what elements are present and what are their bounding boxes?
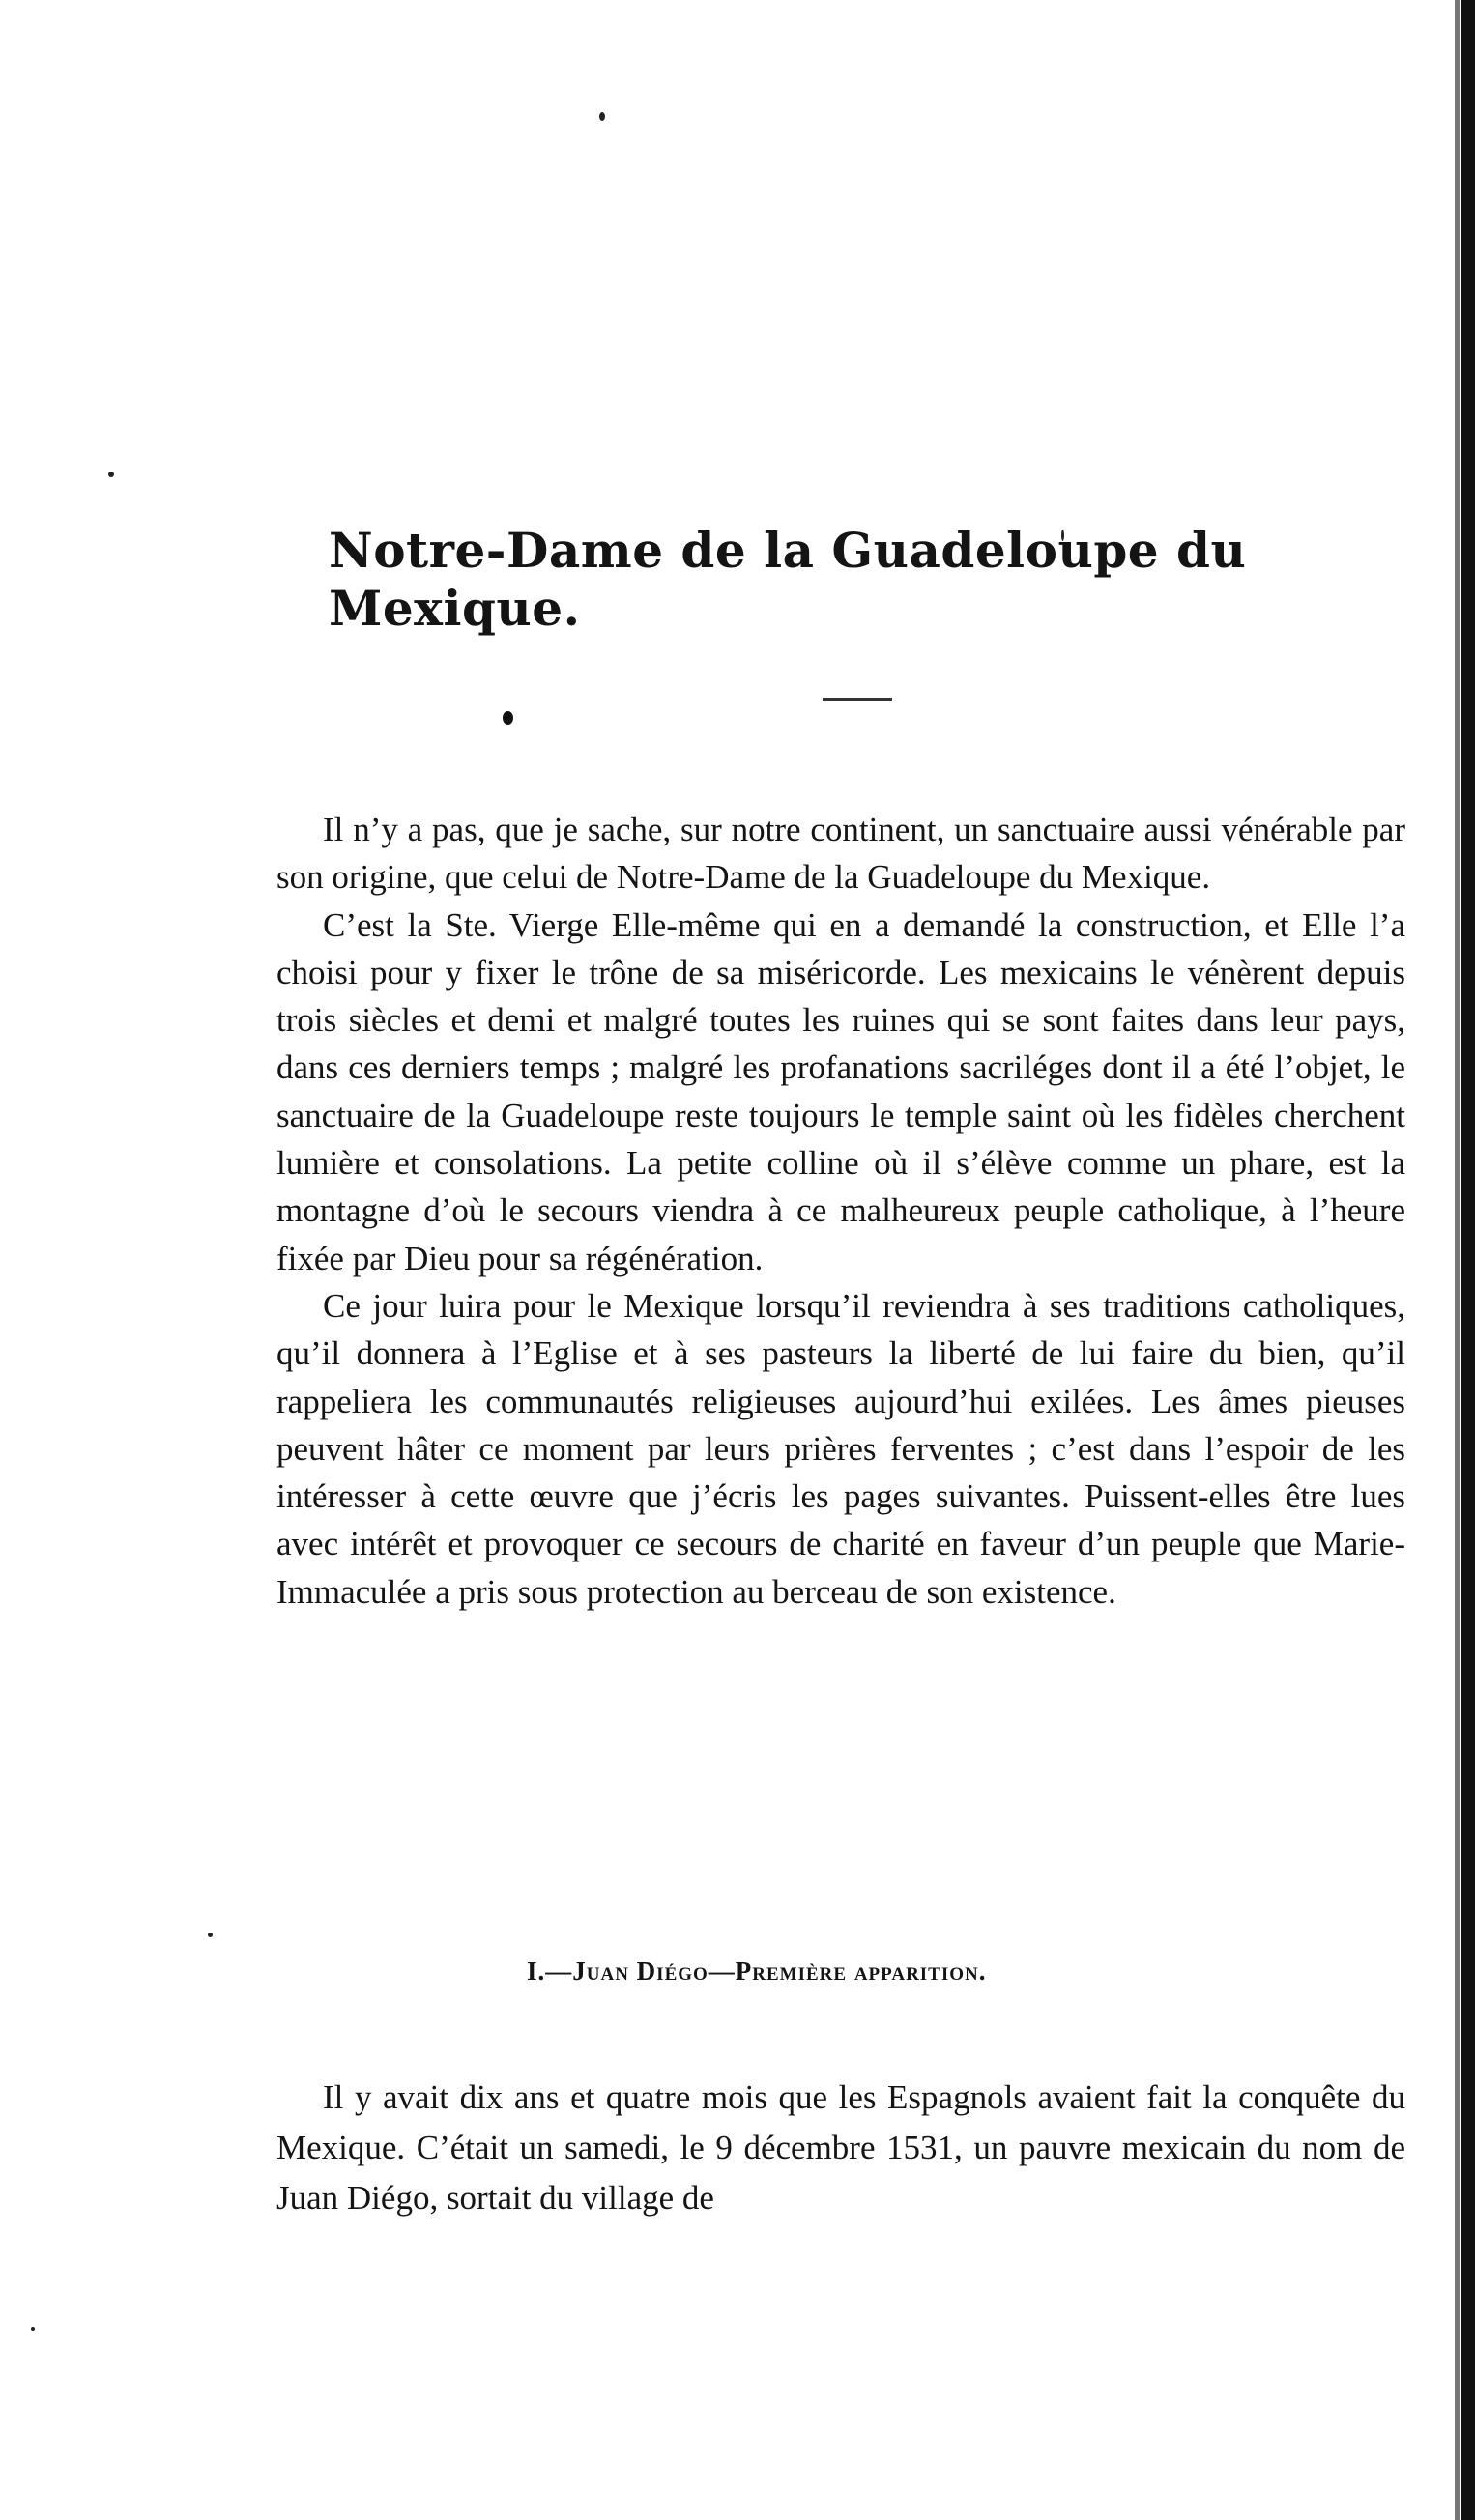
ornament-dot	[503, 711, 513, 725]
ink-speck	[108, 472, 114, 477]
ink-speck	[31, 2327, 35, 2331]
page-title: Notre-Dame de la Guadeloupe du Mexique.	[329, 522, 1247, 637]
section-heading: I.—Juan Diégo—Première apparition.	[527, 1957, 987, 1986]
ink-speck	[208, 1933, 213, 1937]
section-text	[276, 2073, 1405, 2223]
page-binding-shadow	[1455, 0, 1460, 2520]
page-binding-edge	[1461, 0, 1475, 2520]
paragraph: Ce jour luira pour le Mexique lorsqu’il reviendra à ses traditions catholiques, qu’il donnera à l’Eglise et à ses pasteurs la liberté de lui faire du bien, qu’il rappeliera les communautés religieuses aujourd’hui exilées. Les âmes pieuses peuvent hâter ce moment par leurs prières ferventes ; c’est dans l’espoir de les intéresser à cette œuvre que j’écris les pages suivantes. Puissent-elles être lues avec intérêt et provoquer ce secours de charité en faveur d’un peuple que Marie-Immaculée a pris sous protection au berceau de son existence.	[276, 1286, 1405, 1611]
ink-speck	[599, 112, 605, 121]
paragraph: Il n’y a pas, que je sache, sur notre continent, un sanctuaire aussi vénérable par son origine, que celui de Notre-Dame de la Guadeloupe du Mexique.	[276, 811, 1405, 897]
paragraph: Il y avait dix ans et quatre mois que les Espagnols avaient fait la conquête du Mexique. C’était un samedi, le 9 décembre 1531, un pauvre mexicain du nom de Juan Diégo, sortait du village de	[276, 2078, 1405, 2217]
title-divider	[823, 698, 892, 701]
intro-text	[276, 806, 1405, 1616]
paragraph: C’est la Ste. Vierge Elle-même qui en a demandé la construction, et Elle l’a choisi pour y fixer le trône de sa miséricorde. Les mexicains le vénèrent depuis trois siècles et demi et malgré toutes les ruines qui se sont faites dans leur pays, dans ces derniers temps ; malgré les profanations sacriléges dont il a été l’objet, le sanctuaire de la Guadeloupe reste toujours le temple saint où les fidèles cherchent lumière et consolations. La petite colline où il s’élève comme un phare, est la montagne d’où le secours viendra à ce malheureux peuple catholique, à l’heure fixée par Dieu pour sa régénération.	[276, 905, 1405, 1277]
